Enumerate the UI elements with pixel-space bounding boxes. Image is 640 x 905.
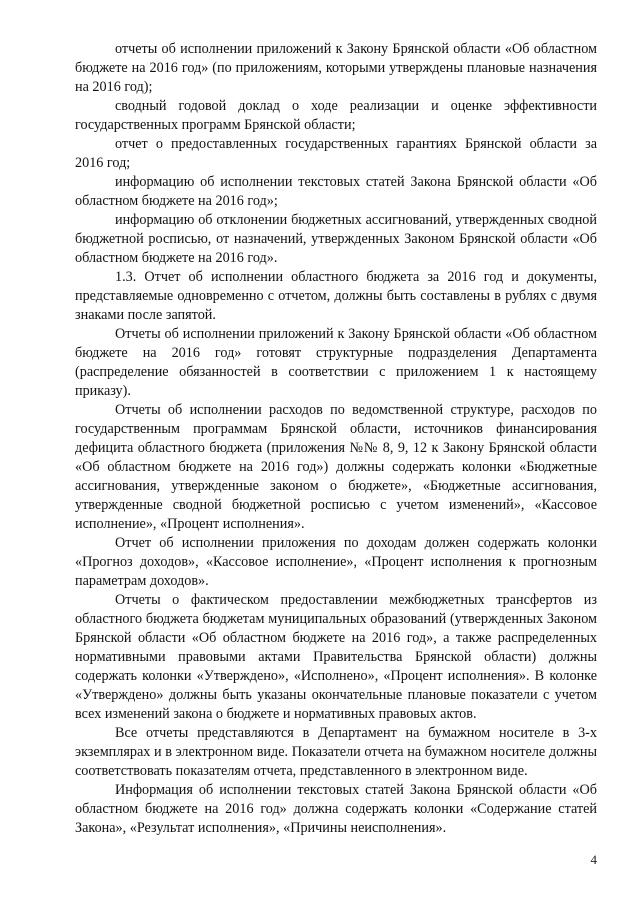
paragraph-9: Отчет об исполнении приложения по доходам должен содержать колонки «Прогноз доходов», «Кассовое исполнение», «Процент исполнения к прогнозным параметрам доходов». (75, 535, 597, 589)
paragraph-6: 1.3. Отчет об исполнении областного бюджета за 2016 год и документы, представляемые одновременно с отчетом, должны быть составлены в рублях с двумя знаками после запятой. (75, 269, 597, 323)
paragraph-12: Информация об исполнении текстовых статей Закона Брянской области «Об областном бюджете на 2016 год» должна содержать колонки «Содержание статей Закона», «Результат исполнения», «Причины неисполнения». (75, 782, 597, 836)
paragraph-4: информацию об исполнении текстовых статей Закона Брянской области «Об областном бюджете на 2016 год»; (75, 174, 597, 209)
page-number: 4 (590, 852, 597, 867)
paragraph-8: Отчеты об исполнении расходов по ведомственной структуре, расходов по государственным программам Брянской области, источников финансирования дефицита областного бюджета (приложения №№ 8, 9, 12 к Закону Брянской области «Об областном бюджете на 2016 год») должны содержать колонки «Бюджетные ассигнования, утвержденные законом о бюджете», «Бюджетные ассигнования, утвержденные сводной бюджетной росписью с учетом изменений», «Кассовое исполнение», «Процент исполнения». (75, 402, 597, 532)
paragraph-1: отчеты об исполнении приложений к Закону Брянской области «Об областном бюджете на 2016 год» (по приложениям, которыми утверждены плановые назначения на 2016 год); (75, 41, 597, 95)
paragraph-2: сводный годовой доклад о ходе реализации и оценке эффективности государственных программ Брянской области; (75, 98, 597, 133)
paragraph-3: отчет о предоставленных государственных гарантиях Брянской области за 2016 год; (75, 136, 597, 171)
paragraph-5: информацию об отклонении бюджетных ассигнований, утвержденных сводной бюджетной росписью, от назначений, утвержденных Законом Брянской области «Об областном бюджете на 2016 год». (75, 212, 597, 266)
paragraph-10: Отчеты о фактическом предоставлении межбюджетных трансфертов из областного бюджета бюджетам муниципальных образований (утвержденных Законом Брянской области «Об областном бюджете на 2016 год», а также распределенных нормативными правовыми актами Правительства Брянской области) должны содержать колонки «Утверждено», «Исполнено», «Процент исполнения». В колонке «Утверждено» должны быть указаны окончательные плановые показатели с учетом всех изменений закона о бюджете и нормативных правовых актов. (75, 592, 597, 722)
paragraph-7: Отчеты об исполнении приложений к Закону Брянской области «Об областном бюджете на 2016 год» готовят структурные подразделения Департамента (распределение обязанностей в соответствии с приложением 1 к настоящему приказу). (75, 326, 597, 399)
paragraph-11: Все отчеты представляются в Департамент на бумажном носителе в 3-х экземплярах и в электронном виде. Показатели отчета на бумажном носителе должны соответствовать показателям отчета, представленного в электронном виде. (75, 725, 597, 779)
document-body (75, 40, 597, 838)
